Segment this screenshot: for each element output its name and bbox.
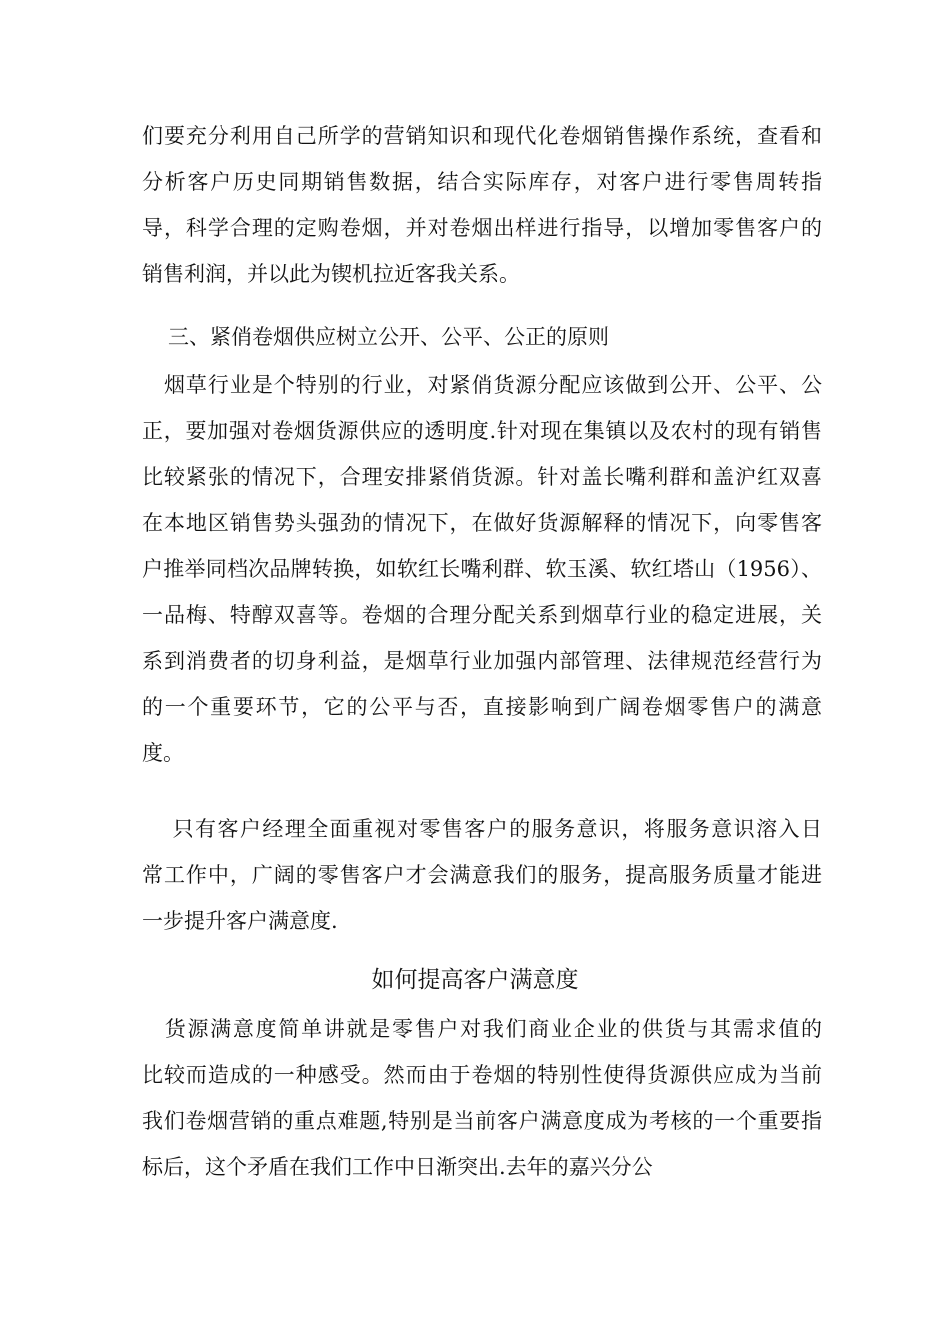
text-line: 正，要加强对卷烟货源供应的透明度.针对现在集镇以及农村的现有销售 [142, 419, 822, 443]
text-line: 们要充分利用自己所学的营销知识和现代化卷烟销售操作系统，查看和 [142, 124, 822, 148]
text-line: 在本地区销售势头强劲的情况下，在做好货源解释的情况下，向零售客 [142, 511, 822, 535]
document-title: 如何提高客户满意度 [371, 967, 579, 993]
paragraph-customer-guidance [142, 113, 822, 297]
text-line: 的一个重要环节，它的公平与否，直接影响到广阔卷烟零售户的满意 [142, 695, 822, 719]
text-line: 一步提升客户满意度. [142, 909, 338, 933]
text-line: 度。 [142, 741, 184, 765]
section-heading: 三、紧俏卷烟供应树立公开、公平、公正的原则 [168, 325, 609, 349]
text-line: 导，科学合理的定购卷烟，并对卷烟出样进行指导，以增加零售客户的 [142, 216, 822, 240]
text-line: 标后，这个矛盾在我们工作中日渐突出.去年的嘉兴分公 [142, 1155, 653, 1179]
text-line: 比较而造成的一种感受。然而由于卷烟的特别性使得货源供应成为当前 [142, 1063, 822, 1087]
text-line: 户推举同档次品牌转换，如软红长嘴利群、软玉溪、软红塔山（1956）、 [142, 557, 822, 581]
text-line: 销售利润，并以此为锲机拉近客我关系。 [142, 262, 520, 286]
text-line: 只有客户经理全面重视对零售客户的服务意识，将服务意识溶入日 [142, 817, 822, 841]
text-line: 我们卷烟营销的重点难题,特别是当前客户满意度成为考核的一个重要指 [142, 1109, 822, 1133]
text-line: 系到消费者的切身利益，是烟草行业加强内部管理、法律规范经营行为 [142, 649, 822, 673]
paragraph-supply-satisfaction [142, 1006, 822, 1190]
text-line: 货源满意度简单讲就是零售户对我们商业企业的供货与其需求值的 [142, 1017, 822, 1041]
text-line: 常工作中，广阔的零售客户才会满意我们的服务，提高服务质量才能进 [142, 863, 822, 887]
paragraph-service-awareness [142, 806, 822, 944]
paragraph-supply-fairness [142, 362, 822, 776]
text-line: 分析客户历史同期销售数据，结合实际库存，对客户进行零售周转指 [142, 170, 822, 194]
text-line: 一品梅、特醇双喜等。卷烟的合理分配关系到烟草行业的稳定进展，关 [142, 603, 822, 627]
text-line: 烟草行业是个特别的行业，对紧俏货源分配应该做到公开、公平、公 [142, 373, 822, 397]
text-line: 比较紧张的情况下，合理安排紧俏货源。针对盖长嘴利群和盖沪红双喜 [142, 465, 822, 489]
